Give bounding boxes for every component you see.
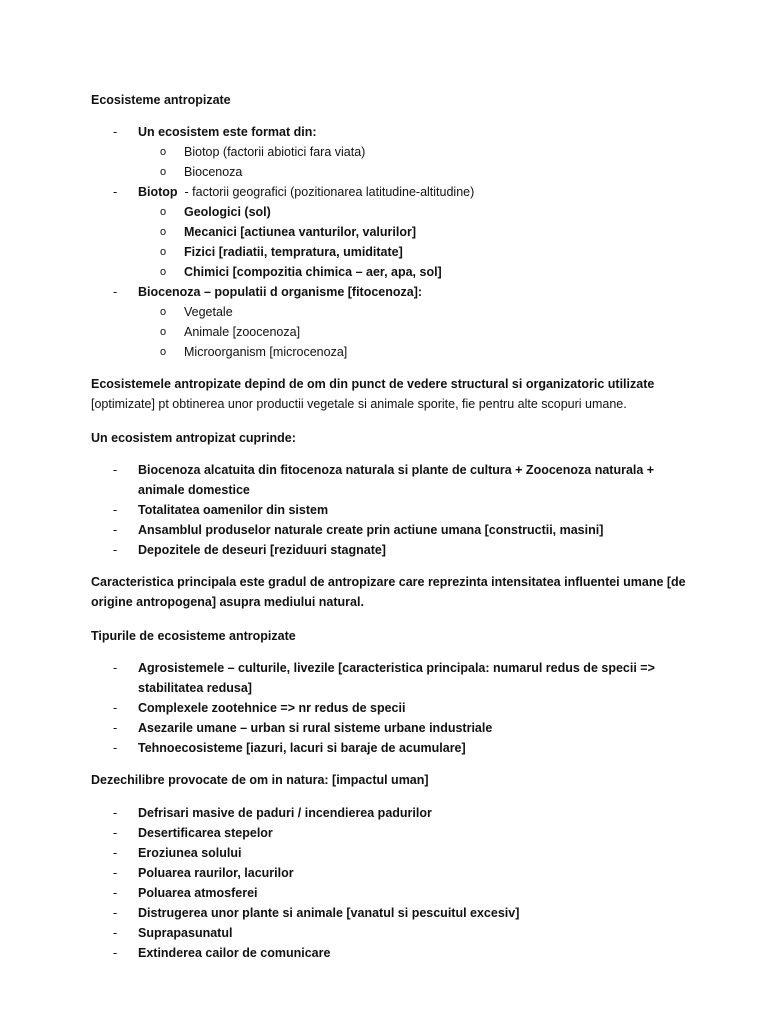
dash-marker: - — [113, 866, 118, 880]
dash-marker: - — [113, 661, 118, 675]
dash-marker: - — [113, 285, 118, 299]
list-item: Distrugerea unor plante si animale [vanatul si pescuitul excesiv] — [138, 906, 520, 920]
list-item: Agrosistemele – culturile, livezile [caracteristica principala: numarul redus de specii => — [138, 661, 655, 675]
list-item: Suprapasunatul — [138, 926, 233, 940]
dash-marker: - — [113, 926, 118, 940]
list-item: Totalitatea oamenilor din sistem — [138, 503, 329, 517]
list-item: Depozitele de deseuri [reziduuri stagnate] — [138, 543, 386, 557]
circle-bullet-marker: o — [160, 146, 167, 158]
dash-marker: - — [113, 741, 118, 755]
sub-list-item: Animale [zoocenoza] — [184, 325, 301, 339]
list-item: Biocenoza alcatuita din fitocenoza naturala si plante de cultura + Zoocenoza naturala + — [138, 463, 655, 477]
paragraph-line: origine antropogena] asupra mediului natural. — [91, 595, 364, 609]
dash-marker: - — [113, 826, 118, 840]
dash-marker: - — [113, 886, 118, 900]
circle-bullet-marker: o — [160, 326, 167, 338]
dash-marker: - — [113, 846, 118, 860]
section-heading: Un ecosistem antropizat cuprinde: — [91, 431, 296, 445]
sub-list-item: Microorganism [microcenoza] — [184, 345, 348, 359]
list-item-continuation: animale domestice — [138, 483, 250, 497]
sub-list-item: Vegetale — [184, 305, 233, 319]
dash-marker: - — [113, 701, 118, 715]
paragraph-line: Ecosistemele antropizate depind de om din punct de vedere structural si organizatoric utilizate — [91, 377, 655, 391]
dash-marker: - — [113, 946, 118, 960]
list-item: Biocenoza – populatii d organisme [fitocenoza]: — [138, 285, 423, 299]
list-item: Tehnoecosisteme [iazuri, lacuri si baraje de acumulare] — [138, 741, 466, 755]
list-item: Un ecosistem este format din: — [138, 125, 317, 139]
dash-marker: - — [113, 503, 118, 517]
dash-marker: - — [113, 543, 118, 557]
dash-marker: - — [113, 806, 118, 820]
circle-bullet-marker: o — [160, 226, 167, 238]
section-heading: Tipurile de ecosisteme antropizate — [91, 629, 296, 643]
list-item: Ansamblul produselor naturale create prin actiune umana [constructii, masini] — [138, 523, 604, 537]
list-item: Complexele zootehnice => nr redus de specii — [138, 701, 406, 715]
dash-marker: - — [113, 125, 118, 139]
list-item: Desertificarea stepelor — [138, 826, 273, 840]
list-item: Defrisari masive de paduri / incendierea padurilor — [138, 806, 432, 820]
dash-marker: - — [113, 721, 118, 735]
circle-bullet-marker: o — [160, 266, 167, 278]
list-item-continuation: stabilitatea redusa] — [138, 681, 252, 695]
list-item — [138, 182, 474, 202]
circle-bullet-marker: o — [160, 346, 167, 358]
paragraph-line: Caracteristica principala este gradul de antropizare care reprezinta intensitatea influentei umane [de — [91, 575, 686, 589]
section-heading: Dezechilibre provocate de om in natura: [impactul uman] — [91, 773, 429, 787]
sub-list-item: Mecanici [actiunea vanturilor, valurilor] — [184, 225, 417, 239]
sub-list-item: Biocenoza — [184, 165, 243, 179]
paragraph-line: [optimizate] pt obtinerea unor productii vegetale si animale sporite, fie pentru alte scopuri umane. — [91, 397, 627, 411]
sub-list-item: Fizici [radiatii, tempratura, umiditate] — [184, 245, 403, 259]
dash-marker: - — [113, 185, 118, 199]
list-item: Asezarile umane – urban si rural sisteme urbane industriale — [138, 721, 493, 735]
list-item: Extinderea cailor de comunicare — [138, 946, 331, 960]
list-item: Poluarea atmosferei — [138, 886, 258, 900]
circle-bullet-marker: o — [160, 206, 167, 218]
sub-list-item: Chimici [compozitia chimica – aer, apa, sol] — [184, 265, 442, 279]
circle-bullet-marker: o — [160, 306, 167, 318]
dash-marker: - — [113, 523, 118, 537]
dash-marker: - — [113, 906, 118, 920]
sub-list-item: Geologici (sol) — [184, 205, 271, 219]
list-item: Poluarea raurilor, lacurilor — [138, 866, 294, 880]
circle-bullet-marker: o — [160, 246, 167, 258]
sub-list-item: Biotop (factorii abiotici fara viata) — [184, 145, 366, 159]
list-item: Eroziunea solului — [138, 846, 242, 860]
dash-marker: - — [113, 463, 118, 477]
list-item-text: - factorii geografici (pozitionarea latitudine-altitudine) — [184, 185, 475, 199]
list-item-bold-term: Biotop — [138, 185, 178, 199]
circle-bullet-marker: o — [160, 166, 167, 178]
page-title: Ecosisteme antropizate — [91, 93, 231, 107]
